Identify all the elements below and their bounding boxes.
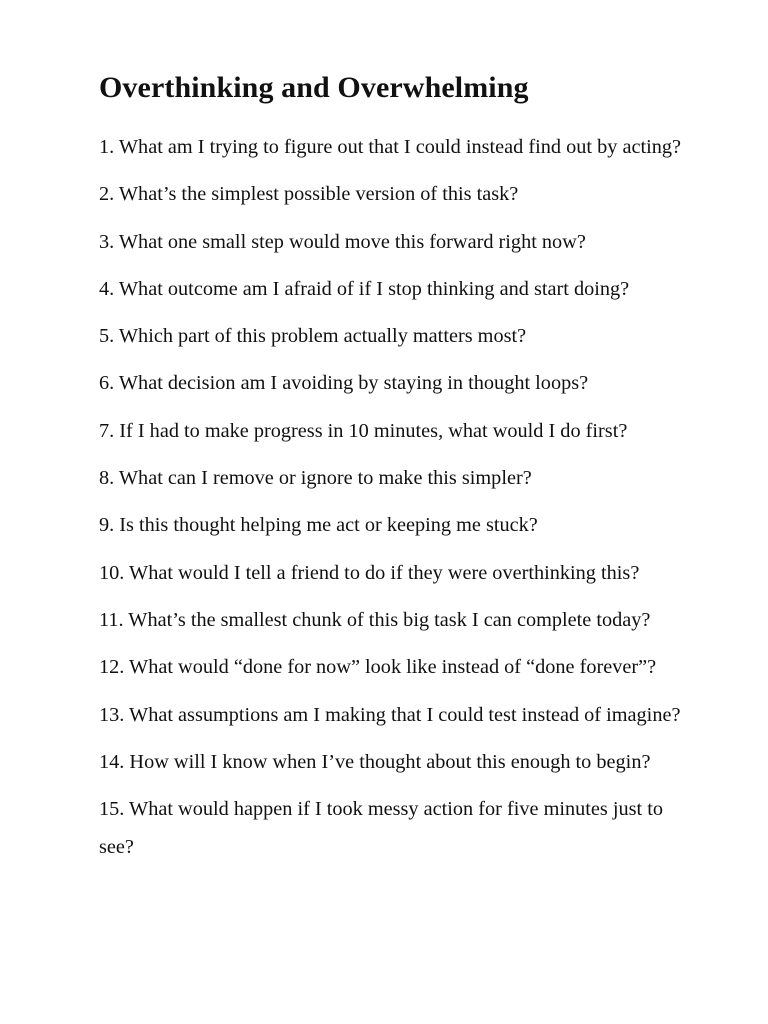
question-item: 10. What would I tell a friend to do if they were overthinking this? [99,561,640,584]
question-item: 5. Which part of this problem actually matters most? [99,325,527,348]
question-item: 9. Is this thought helping me act or keeping me stuck? [99,514,538,537]
question-item: 7. If I had to make progress in 10 minutes, what would I do first? [99,419,628,442]
question-item: 15. What would happen if I took messy action for five minutes just to see? [99,798,664,859]
question-item: 13. What assumptions am I making that I could test instead of imagine? [99,703,681,726]
question-item: 2. What’s the simplest possible version of this task? [99,183,519,206]
question-item: 8. What can I remove or ignore to make this simpler? [99,467,532,490]
question-item: 3. What one small step would move this forward right now? [99,230,586,253]
question-item: 12. What would “done for now” look like instead of “done forever”? [99,656,657,679]
question-item: 1. What am I trying to figure out that I could instead find out by acting? [99,136,682,158]
document-title: Overthinking and Overwhelming [99,71,529,104]
question-item: 4. What outcome am I afraid of if I stop thinking and start doing? [99,277,630,300]
question-list [99,128,698,866]
question-item: 11. What’s the smallest chunk of this big task I can complete today? [99,608,651,631]
question-item: 6. What decision am I avoiding by staying in thought loops? [99,372,589,395]
question-item: 14. How will I know when I’ve thought about this enough to begin? [99,750,651,773]
